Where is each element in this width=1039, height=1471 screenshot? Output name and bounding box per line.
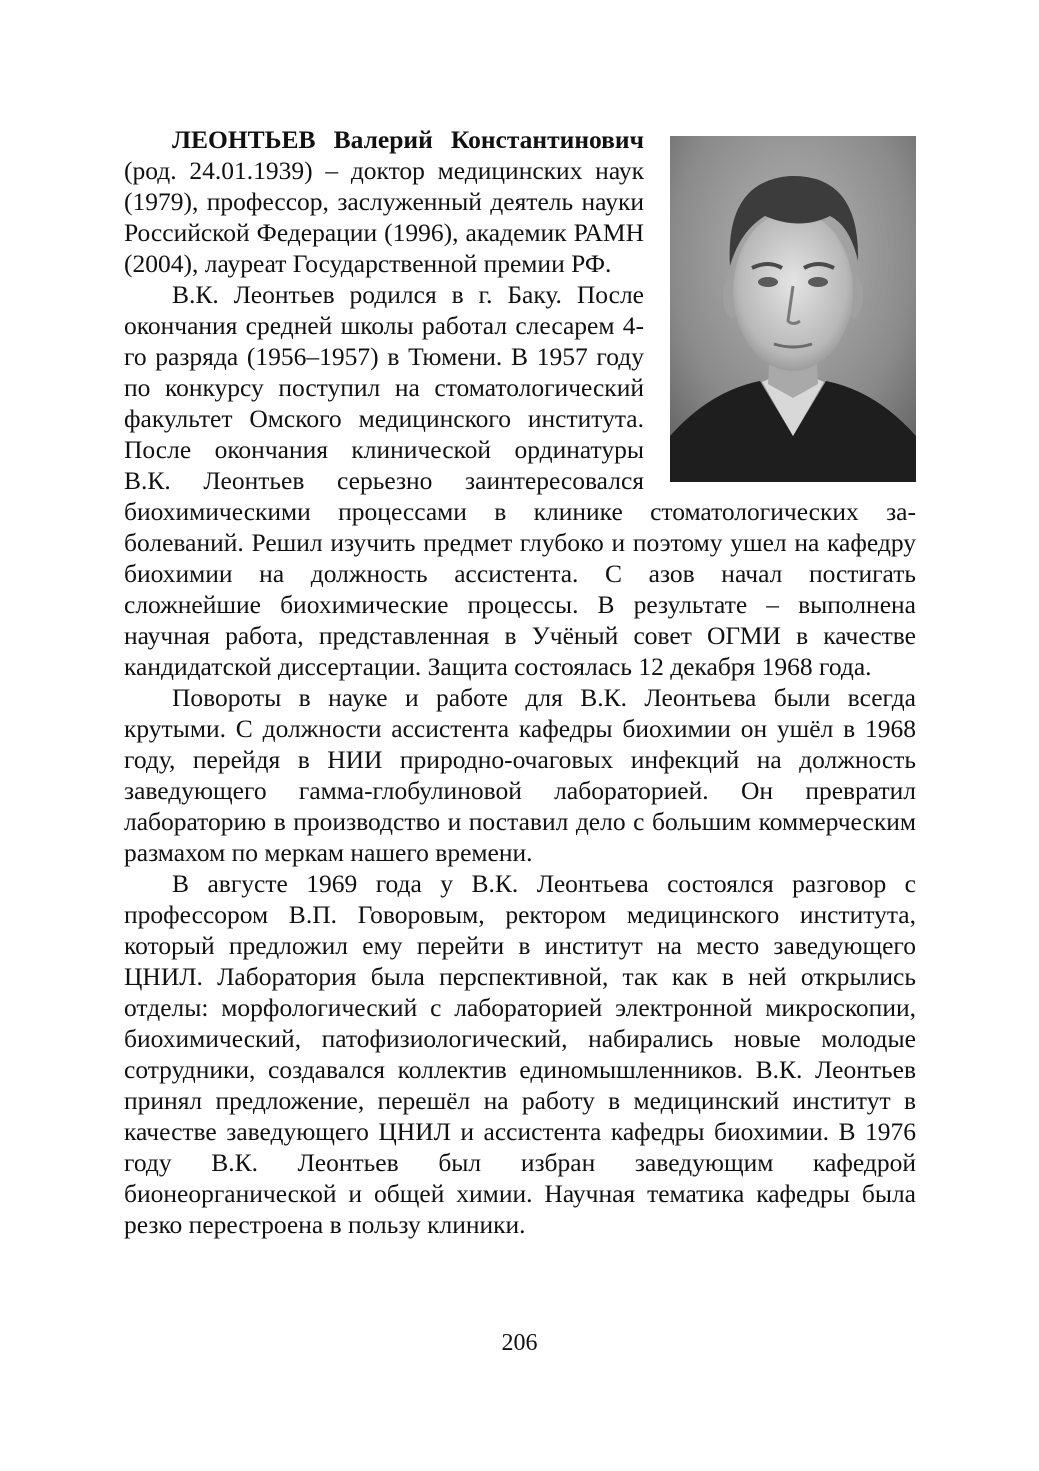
paragraph-2: В.К. Леонтьев родился в г. Баку. После окончания средней школы работал слесарем 4-го разряда (1956–1957) в Тюмени. В 1957 году по конкурсу поступил на стоматологический факультет Омского медицинского института. После окончания клинической ординатуры В.К. Леонтьев серьезно заинтересовался биохимическими процессами в клинике стоматологических заболеваний. Решил изучить предмет глубоко и поэтому ушел на кафедру биохимии на должность ассистента. С азов начал постигать сложнейшие биохимические процессы. В результате – выполнена научная работа, представленная в Учёный совет ОГМИ в качестве кандидатской диссертации. Защита состоялась 12 декабря 1968 года. (124, 280, 916, 681)
portrait-image (670, 136, 916, 482)
paragraph-3: Повороты в науке и работе для В.К. Леонтьева были всегда крутыми. С должности ассистента кафедры биохимии он ушёл в 1968 году, перейдя в НИИ природно-очаговых инфекций на должность заведующего гамма-глобулиновой лабораторией. Он превратил лабораторию в производство и поставил дело с большим коммерческим размахом по меркам нашего времени. (124, 683, 916, 867)
page-number: 206 (501, 1330, 538, 1356)
paragraph-4: В августе 1969 года у В.К. Леонтьева состоялся разговор с профессором В.П. Говоровым, ректором медицинского института, который предложил ему перейти в институт на место заведующего ЦНИЛ. Лаборатория была перспективной, так как в ней открылись отделы: морфологический с лабораторией электронной микроскопии, биохимический, патофизиологический, набирались новые молодые сотрудники, создавался коллектив единомышленников. В.К. Леонтьев принял предложение, перешёл на работу в медицинский институт в качестве заведующего ЦНИЛ и ассистента кафедры биохимии. В 1976 году В.К. Леонтьев был избран заведующим кафедрой бионеорганической и общей химии. Научная тематика кафедры была резко перестроена в пользу клиники. (124, 869, 916, 1239)
intro-text: (род. 24.01.1939) – доктор медицинских наук (1979), профессор, заслуженный деятель науки Российской Федерации (1996), академик РАМН (2004), лауреат Государственной премии РФ. (124, 156, 644, 278)
person-name: ЛЕОНТЬЕВ Валерий Константинович (172, 125, 644, 154)
article-body (124, 124, 916, 1240)
portrait-photo (670, 136, 916, 482)
